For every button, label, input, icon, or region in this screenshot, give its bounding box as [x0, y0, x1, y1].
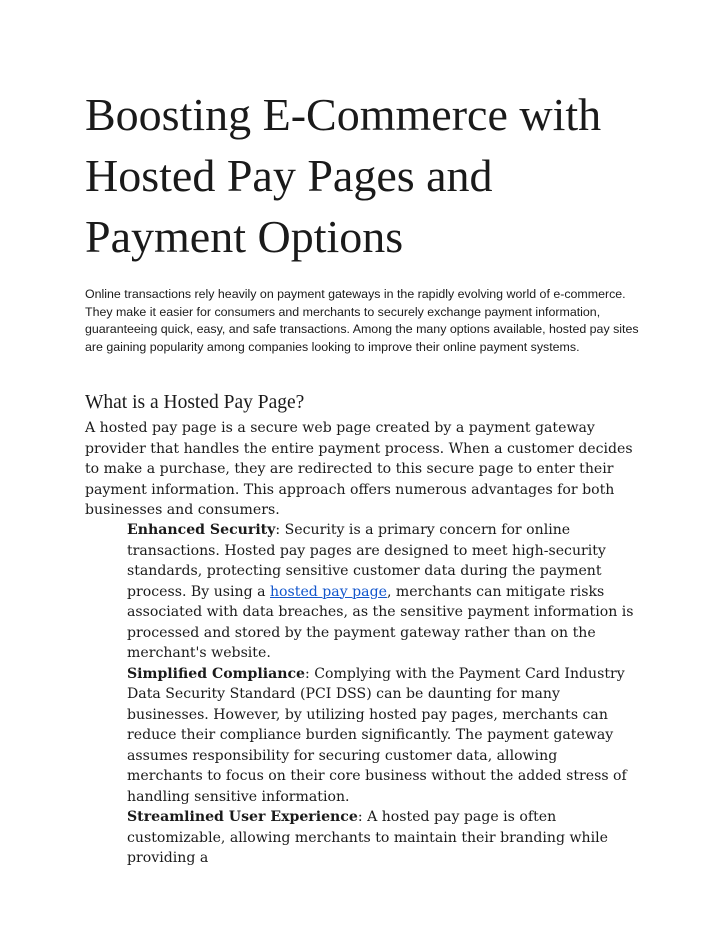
- page-title: Boosting E-Commerce with Hosted Pay Pages and Payment Options: [85, 89, 602, 262]
- section-paragraph: A hosted pay page is a secure web page created by a payment gateway provider that handles the entire payment process. When a customer decides to make a purchase, they are redirected to this secure page to enter their payment information. This approach offers numerous advantages for both businesses and consumers.: [85, 420, 633, 518]
- benefit-label: Simplified Compliance: [127, 665, 306, 682]
- list-item-enhanced-security: [127, 520, 637, 664]
- benefit-text: : A hosted pay page is often customizable, allowing merchants to maintain their branding while providing a: [127, 809, 608, 866]
- benefit-text: , merchants can mitigate risks associated with data breaches, as the sensitive payment information is processed and stored by the payment gateway rather than on the merchant's website.: [127, 583, 634, 661]
- list-item-streamlined-user-experience: [127, 807, 637, 869]
- list-item-simplified-compliance: [127, 664, 637, 808]
- hosted-pay-page-link[interactable]: hosted pay page: [269, 583, 387, 600]
- benefit-label: Enhanced Security: [127, 522, 276, 538]
- benefit-label: Streamlined User Experience: [127, 809, 358, 825]
- benefit-text: : Complying with the Payment Card Industry Data Security Standard (PCI DSS) can be daunting for many businesses. However, by utilizing hosted pay pages, merchants can reduce their compliance burden significantly. The payment gateway assumes responsibility for securing customer data, allowing merchants to focus on their core business without the added stress of handling sensitive information.: [127, 665, 627, 805]
- benefits-list: [127, 520, 637, 869]
- section-heading: What is a Hosted Pay Page?: [85, 392, 305, 413]
- benefit-text: : Security is a primary concern for online transactions. Hosted pay pages are designed to meet high-security standards, protecting sensitive customer data during the payment process. By using a: [127, 522, 606, 600]
- intro-paragraph: Online transactions rely heavily on payment gateways in the rapidly evolving world of e-commerce. They make it easier for consumers and merchants to securely exchange payment information, guaranteeing quick, easy, and safe transactions. Among the many options available, hosted pay sites are gaining popularity among companies looking to improve their online payment systems.: [85, 287, 639, 355]
